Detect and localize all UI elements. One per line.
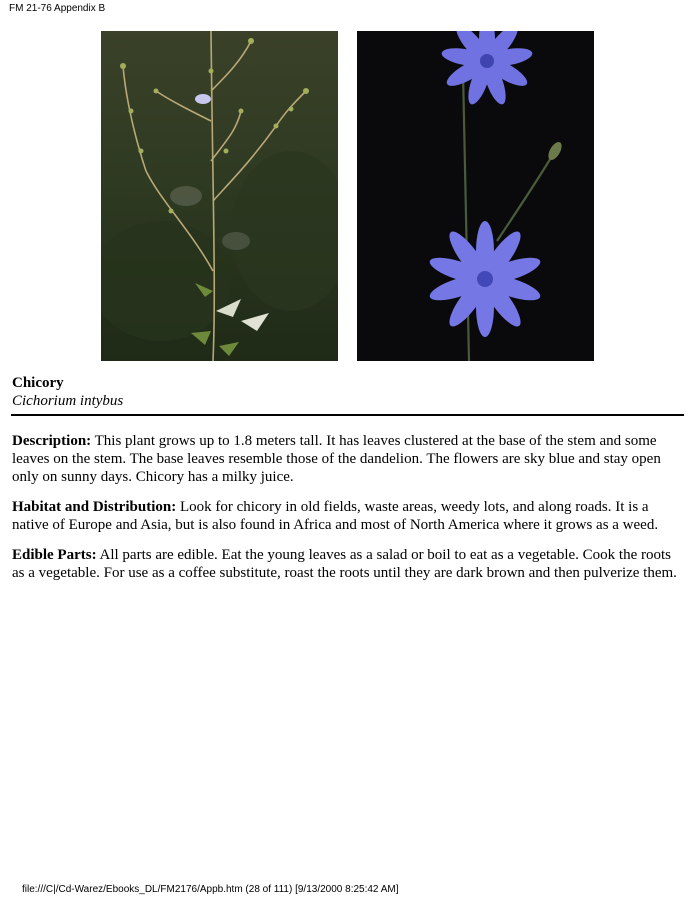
chicory-plant-photo bbox=[101, 31, 338, 361]
plant-name: Chicory bbox=[12, 375, 64, 391]
habitat-text: Look for chicory in old fields, waste areas, weedy lots, and along roads. It is a native of Europe and Asia, but is also found in Africa and most of North America where it grows as a weed. bbox=[12, 499, 659, 533]
edible-parts-text: All parts are edible. Eat the young leaves as a salad or boil to eat as a vegetable. Cook the roots as a vegetable. For use as a coffee substitute, roast the roots until they are dark brown and then pulverize them. bbox=[12, 547, 677, 581]
plant-title-block bbox=[12, 374, 123, 410]
description-text: This plant grows up to 1.8 meters tall. It has leaves clustered at the base of the stem and some leaves on the stem. The base leaves resemble those of the dandelion. The flowers are sky blue and stay open only on sunny days. Chicory has a milky juice. bbox=[12, 433, 661, 485]
page-footer: file:///C|/Cd-Warez/Ebooks_DL/FM2176/Appb.htm (28 of 111) [9/13/2000 8:25:42 AM] bbox=[22, 884, 399, 895]
description-paragraph bbox=[12, 432, 682, 486]
page-header: FM 21-76 Appendix B bbox=[9, 3, 106, 14]
edible-parts-term: Edible Parts: bbox=[12, 547, 97, 563]
plant-description-content bbox=[12, 432, 682, 594]
chicory-flower-photo bbox=[357, 31, 594, 361]
edible-parts-paragraph bbox=[12, 546, 682, 582]
section-divider bbox=[11, 414, 684, 416]
scientific-name: Cichorium intybus bbox=[12, 393, 124, 409]
habitat-term: Habitat and Distribution: bbox=[12, 499, 177, 515]
description-term: Description: bbox=[12, 433, 92, 449]
habitat-paragraph bbox=[12, 498, 682, 534]
